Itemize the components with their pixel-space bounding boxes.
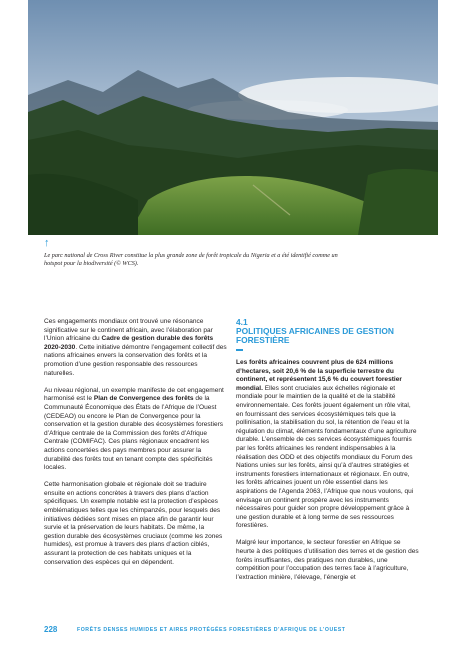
caption-arrow-icon: ↑ (44, 237, 50, 249)
photo-illustration (28, 0, 438, 235)
left-column (44, 318, 227, 576)
section-divider (236, 349, 243, 351)
running-title: FORÊTS DENSES HUMIDES ET AIRES PROTÉGÉES FORESTIÈRES D’AFRIQUE DE L’OUEST (77, 627, 346, 633)
right-paragraph-2: Malgré leur importance, le secteur forestier en Afrique se heurte à des politiques d’utilisation des terres et de gestion des forêts insuffisantes, des pratiques non durables, une compétition pour l’occupation des terres face à l’agriculture, l’extraction minière, l’élevage, l’énergie et (236, 539, 419, 581)
section-number: 4.1 (236, 317, 248, 327)
photo-caption: Le parc national de Cross River constitue la plus grande zone de forêt tropicale du Nigeria et a été identifié comme un hotspot pour la biodiversité (© WCS). (44, 252, 338, 268)
landscape-photo (28, 0, 438, 235)
left-paragraph-1: Ces engagements mondiaux ont trouvé une résonance significative sur le continent africain, avec l’élaboration par l’Union africaine du Cadre de gestion durable des forêts 2020-2030. Cette initiative démontre l’engagement collectif des nations africaines envers la conservation des forêts et la promotion d’une gestion responsable des ressources naturelles. (44, 318, 227, 377)
section-title: POLITIQUES AFRICAINES DE GESTION FORESTIÈRE (236, 326, 394, 346)
right-paragraph-1: Les forêts africaines couvrent plus de 624 millions d’hectares, soit 20,6 % de la superficie terrestre du continent, et représentent 15,6 % du couvert forestier mondial. Elles sont cruciales aux échelles régionale et mondiale pour le maintien de la qualité et de la stabilité environnementale. Ces forêts jouent également un rôle vital, en fournissant des services écosystémiques tels que la pollinisation, la stabilisation du sol, la rétention de l’eau et la régulation du climat, éléments fondamentaux d’une agriculture durable. L’ensemble de ces services écosystémiques fournis par les forêts africaines les rendent indispensables à la réalisation des ODD et des objectifs mondiaux du Forum des Nations unies sur les forêts, ainsi qu’à d’autres stratégies et instruments forestiers internationaux et régionaux. En outre, les forêts africaines jouent un rôle essentiel dans les aspirations de l’Agenda 2063, l’Afrique que nous voulons, qui envisage un continent prospère avec les instruments nécessaires pour guider son propre développement grâce à une gestion durable et à long terme de ses ressources forestières. (236, 359, 417, 530)
left-paragraph-2: Au niveau régional, un exemple manifeste de cet engagement harmonisé est le Plan de Convergence des forêts de la Communauté Économique des États de l’Afrique de l’Ouest (CEDEAO) ou encore le Plan de Convergence pour la conservation et la gestion durable des écosystèmes forestiers d’Afrique centrale de la Commission des forêts d’Afrique Centrale (COMIFAC). Ces plans régionaux encadrent les actions concertées des pays membres pour assurer la durabilité des forêts tout en tenant compte des spécificités locales. (44, 386, 224, 472)
right-column (236, 359, 419, 591)
left-paragraph-3: Cette harmonisation globale et régionale doit se traduire ensuite en actions concrètes à travers des plans d’action spécifiques. Un exemple notable est la protection d’espèces emblématiques telles que les chimpanzés, pour lesquels des initiatives dédiées sont mises en place afin de garantir leur survie et la préservation de leurs habitats. De même, la gestion durable des écosystèmes cruciaux (comme les zones humides), est promue à travers des plans d’action ciblés, assurant la protection de ces habitats uniques et la conservation des espèces qui en dépendent. (44, 481, 223, 566)
page-number: 228 (44, 625, 58, 634)
